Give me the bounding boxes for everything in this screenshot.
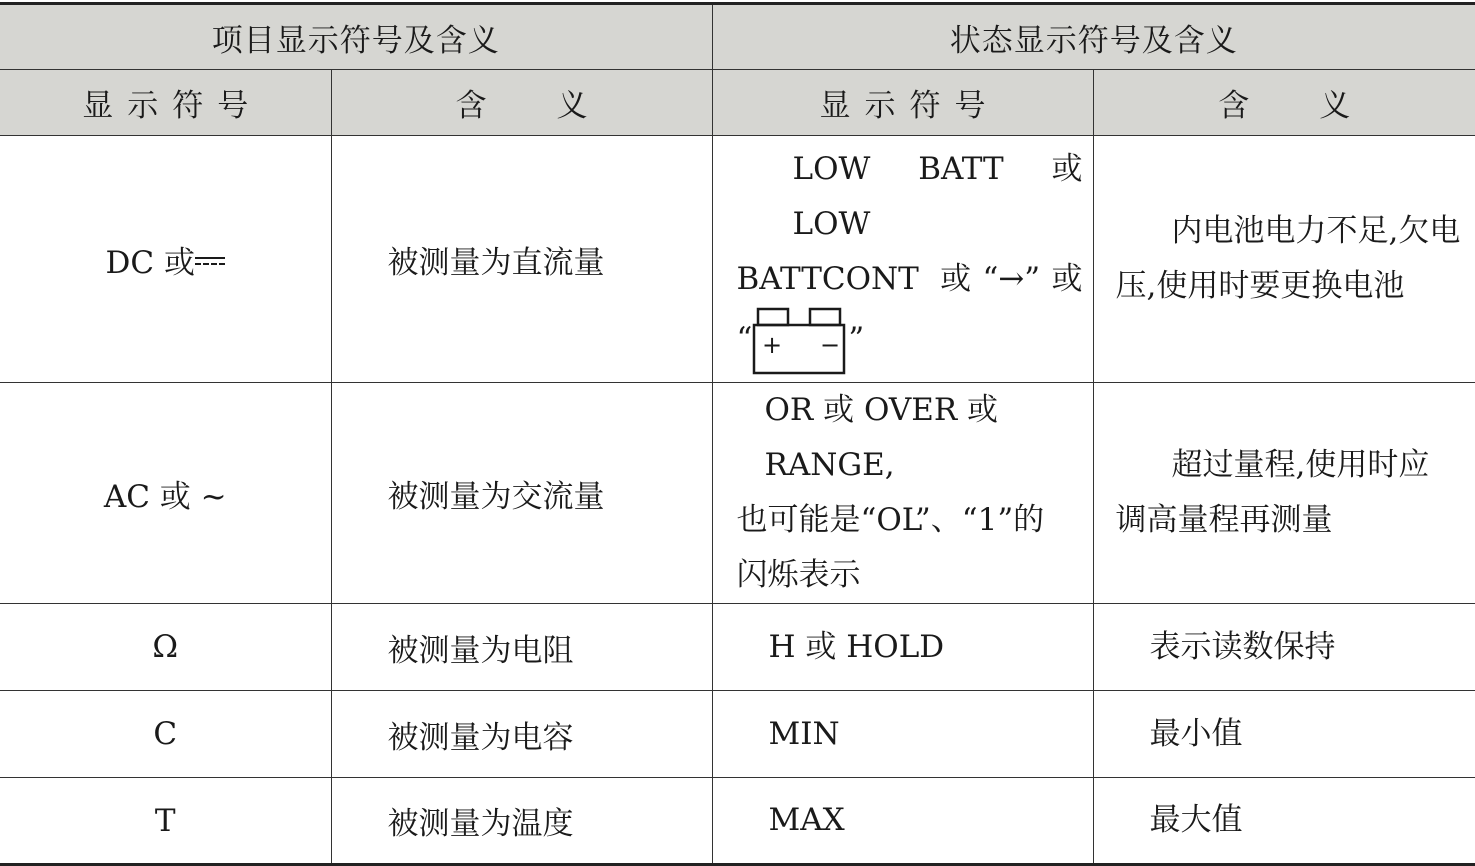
item-symbol-cell (0, 604, 331, 691)
state-symbol-cell (712, 136, 1093, 383)
state-symbol-line: 也可能是“OL”、“1”的 (736, 502, 1045, 538)
state-symbol: H 或 HOLD (768, 628, 945, 665)
battery-icon (752, 307, 848, 377)
state-meaning: 最小值 (1149, 715, 1243, 752)
state-meaning-line: 超过量程,使用时应 (1171, 447, 1430, 483)
table-row (0, 691, 1475, 778)
col-header-state-symbol-label: 显示符号 (819, 88, 1000, 124)
table-row (0, 136, 1475, 383)
state-meaning-cell (1093, 383, 1475, 604)
state-meaning-cell (1093, 136, 1475, 383)
item-symbol: T (154, 802, 176, 839)
item-symbol: AC 或 ~ (103, 478, 227, 515)
col-header-item-meaning-a: 含 (455, 88, 487, 124)
state-symbol-line: LOW BATT 或 LOW (792, 150, 1083, 242)
state-meaning-line: 调高量程再测量 (1115, 502, 1333, 538)
col-header-state-meaning (1093, 70, 1475, 136)
item-meaning-cell (331, 604, 712, 691)
state-meaning-cell (1093, 778, 1475, 865)
table-row (0, 778, 1475, 865)
item-symbol-cell (0, 778, 331, 865)
state-meaning-cell (1093, 604, 1475, 691)
state-symbol: MIN (768, 715, 840, 752)
table-row (0, 604, 1475, 691)
state-symbol-cell (712, 691, 1093, 778)
item-symbol: Ω (152, 629, 179, 665)
state-meaning-line: 压,使用时要更换电池 (1115, 268, 1405, 304)
item-symbol: C (153, 716, 178, 752)
item-symbol-cell (0, 136, 331, 383)
battery-symbol-line (737, 307, 1083, 377)
state-symbol-cell (712, 778, 1093, 865)
item-meaning-cell (331, 383, 712, 604)
col-header-state-symbol (712, 70, 1093, 136)
item-symbol-cell (0, 691, 331, 778)
item-meaning-cell (331, 691, 712, 778)
item-meaning-cell (331, 778, 712, 865)
col-header-item-meaning (331, 70, 712, 136)
col-header-item-symbol-label: 显示符号 (82, 88, 263, 124)
item-meaning-cell (331, 136, 712, 383)
state-meaning-line: 内电池电力不足,欠电 (1171, 213, 1461, 249)
state-symbol-cell (712, 383, 1093, 604)
state-meaning: 最大值 (1149, 802, 1243, 838)
item-symbol: DC 或 (105, 244, 195, 281)
state-symbol: MAX (768, 802, 845, 838)
right-group-header: 状态显示符号及含义 (712, 4, 1475, 70)
battery-minus-label: − (820, 330, 841, 359)
dc-symbol-icon (195, 257, 225, 267)
state-meaning-cell (1093, 691, 1475, 778)
state-meaning: 表示读数保持 (1149, 628, 1336, 665)
display-symbols-table (0, 2, 1475, 866)
item-meaning: 被测量为直流量 (387, 244, 605, 281)
state-symbol-line: 闪烁表示 (736, 557, 861, 593)
left-group-header: 项目显示符号及含义 (0, 4, 712, 70)
item-symbol-cell (0, 383, 331, 604)
col-header-state-meaning-a: 含 (1218, 88, 1250, 124)
state-symbol-line: BATTCONT 或“→”或 (736, 260, 1083, 297)
column-header-row (0, 70, 1475, 136)
state-symbol-line: OR 或 OVER 或 RANGE, (764, 392, 999, 483)
close-quote: ” (848, 320, 865, 357)
item-meaning: 被测量为交流量 (387, 478, 605, 515)
battery-plus-label: + (762, 330, 783, 359)
open-quote: “ (736, 320, 753, 357)
group-header-row (0, 4, 1475, 70)
col-header-state-meaning-b: 义 (1319, 88, 1351, 124)
item-meaning: 被测量为电容 (387, 719, 574, 756)
item-meaning: 被测量为温度 (387, 806, 574, 842)
table-row (0, 383, 1475, 604)
col-header-item-meaning-b: 义 (556, 88, 588, 124)
state-symbol-cell (712, 604, 1093, 691)
item-meaning: 被测量为电阻 (387, 632, 574, 669)
col-header-item-symbol (0, 70, 331, 136)
